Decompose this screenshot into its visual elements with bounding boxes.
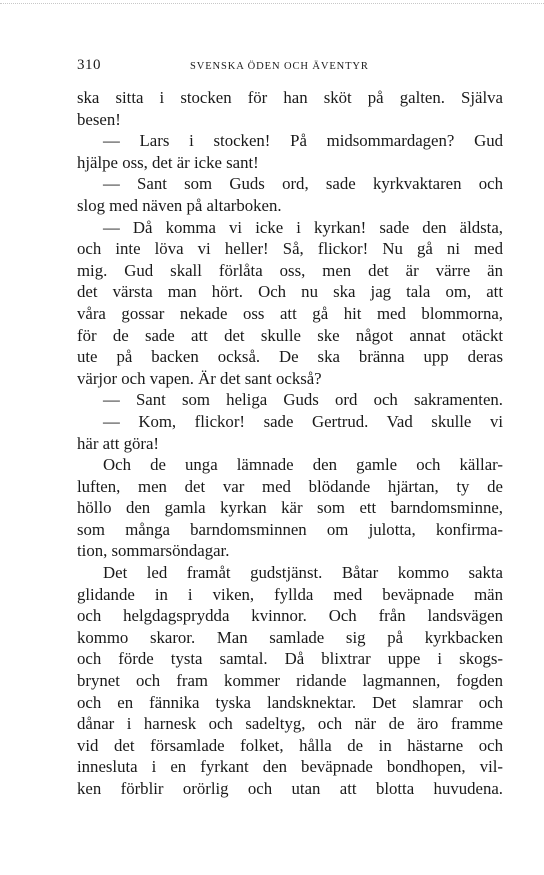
text-line: Och de unga lämnade den gamle och källar- — [103, 455, 503, 475]
text-line: — Lars i stocken! På midsommardagen? Gud — [103, 131, 503, 151]
text-line: för de sade att det skulle ske något annat otäckt — [77, 325, 503, 345]
text-line: och inte löva vi heller! Så, flickor! Nu gå ni med — [77, 239, 503, 259]
text-line: glidande in i viken, fyllda med beväpnade män — [77, 584, 503, 604]
page-top-edge-rule — [0, 3, 544, 4]
text-line: luften, men det var med blödande hjärtan, ty de — [77, 476, 503, 496]
text-line: och en fännika tyska landsknektar. Det slamrar och — [77, 692, 503, 712]
text-line: hjälpe oss, det är icke sant! — [77, 152, 259, 172]
text-line: ska sitta i stocken för han sköt på galten. Själva — [77, 88, 503, 107]
text-line: tion, sommarsöndagar. — [77, 541, 230, 561]
text-line: — Då komma vi icke i kyrkan! sade den äldsta, — [103, 217, 503, 237]
text-line: och helgdagsprydda kvinnor. Och från landsvägen — [77, 606, 503, 626]
text-line: som många barndomsminnen om julotta, konfirma- — [77, 519, 503, 539]
text-line: våra gossar nekade oss att gå hit med blommorna, — [77, 303, 503, 323]
text-line: ute på backen också. De ska bränna upp deras — [77, 347, 503, 367]
text-line: slog med näven på altarboken. — [77, 195, 282, 215]
text-line: innesluta i en fyrkant den beväpnade bondhopen, vil- — [77, 757, 503, 777]
text-line: värjor och vapen. Är det sant också? — [77, 368, 322, 388]
text-line: brynet och fram kommer ridande lagmannen, fogden — [77, 671, 503, 691]
text-line: det värsta man hört. Och nu ska jag tala om, att — [77, 282, 503, 302]
text-line: dånar i harnesk och sadeltyg, och när de äro framme — [77, 714, 503, 734]
text-line: Det led framåt gudstjänst. Båtar kommo sakta — [103, 563, 503, 583]
text-line: vid det församlade folket, hålla de in hästarne och — [77, 735, 503, 755]
text-line: — Kom, flickor! sade Gertrud. Vad skulle vi — [103, 411, 503, 431]
page-number: 310 — [77, 57, 101, 73]
text-line: — Sant som Guds ord, sade kyrkvaktaren och — [103, 174, 503, 194]
text-line: och förde tysta samtal. Då blixtrar uppe i skogs- — [77, 649, 503, 669]
text-line: här att göra! — [77, 433, 159, 453]
text-line: ken förblir orörlig och utan att blotta huvudena. — [77, 779, 503, 798]
text-line: kommo skaror. Man samlade sig på kyrkbacken — [77, 627, 503, 647]
text-line: höllo den gamla kyrkan kär som ett barndomsminne, — [77, 498, 503, 518]
body-text — [77, 87, 503, 800]
text-line: besen! — [77, 109, 121, 129]
text-line: — Sant som heliga Guds ord och sakramenten. — [103, 390, 503, 410]
running-head-title: SVENSKA ÖDEN OCH ÄVENTYR — [190, 61, 369, 72]
text-line: mig. Gud skall förlåta oss, men det är värre än — [77, 260, 503, 280]
